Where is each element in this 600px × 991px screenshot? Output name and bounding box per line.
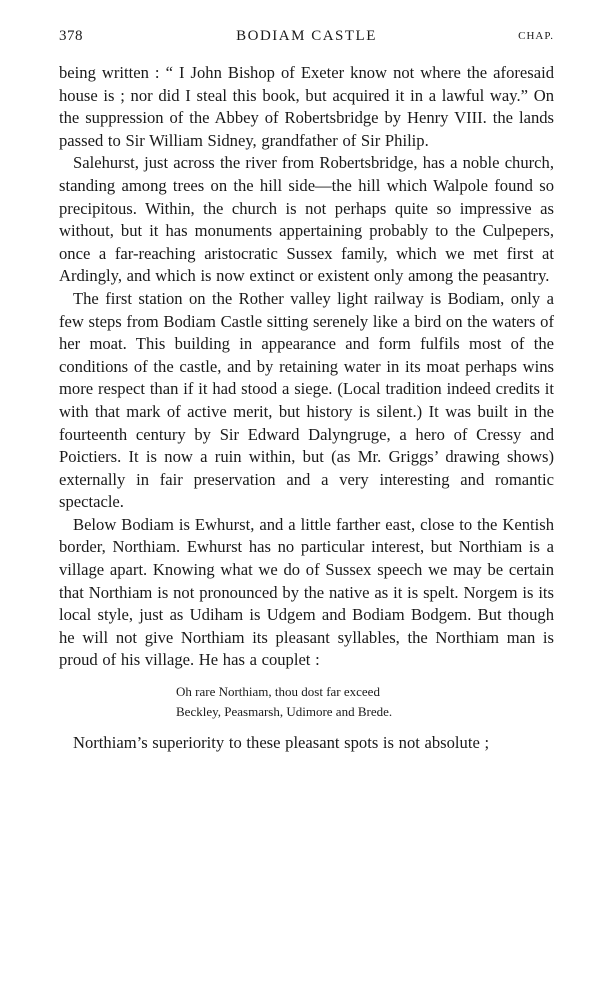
page-number: 378: [59, 28, 83, 44]
verse-couplet: [176, 682, 554, 722]
verse-line: Beckley, Peasmarsh, Udimore and Brede.: [176, 704, 393, 720]
paragraph-bodiam-station: The first station on the Rother valley light railway is Bodiam, only a few steps from Bodiam Castle sitting serenely like a bird on the waters of her moat. This building in appearance and form fulfils most of the conditions of the castle, and by retaining water in its moat perhaps wins more respect than if it had stood a siege. (Local tradition indeed credits it with that mark of active merit, but history is silent.) It was built in the fourteenth century by Sir Edward Dalyngruge, a hero of Cressy and Poictiers. It is now a ruin within, but (as Mr. Griggs’ drawing shows) externally in fair preservation and a very interesting and romantic spectacle.: [59, 288, 554, 512]
book-page: [59, 28, 554, 755]
paragraph-continuation: being written : “ I John Bishop of Exeter know not where the aforesaid house is ; nor did I steal this book, but acquired it in a lawful way.” On the suppression of the Abbey of Robertsbridge by Henry VIII. the lands passed to Sir William Sidney, grandfather of Sir Philip.: [59, 63, 554, 150]
verse-line: Oh rare Northiam, thou dost far exceed: [176, 684, 380, 700]
paragraph-ewhurst-northiam: Below Bodiam is Ewhurst, and a little farther east, close to the Kentish border, Northiam. Ewhurst has no particular interest, but Northiam is a village apart. Knowing what we do of Sussex speech we may be certain that Northiam is not pronounced by the native as it is spelt. Norgem is its local style, just as Udiham is Udgem and Bodiam Bodgem. But though he will not give Northiam its pleasant syllables, the Northiam man is proud of his village. He has a couplet :: [59, 514, 554, 670]
running-title: BODIAM CASTLE: [236, 28, 377, 44]
paragraph-salehurst: Salehurst, just across the river from Robertsbridge, has a noble church, standing among trees on the hill side—the hill which Walpole found so precipitous. Within, the church is not perhaps quite so impressive as without, but it has monuments appertaining probably to the Culpepers, once a far-reaching aristocratic Sussex family, which we met first at Ardingly, and which is now extinct or existent only among the peasantry.: [59, 153, 554, 286]
running-header: [59, 28, 554, 52]
body-text: [59, 62, 554, 755]
chapter-abbreviation: CHAP.: [518, 30, 554, 42]
paragraph-final: Northiam’s superiority to these pleasant spots is not absolute ;: [73, 733, 490, 753]
